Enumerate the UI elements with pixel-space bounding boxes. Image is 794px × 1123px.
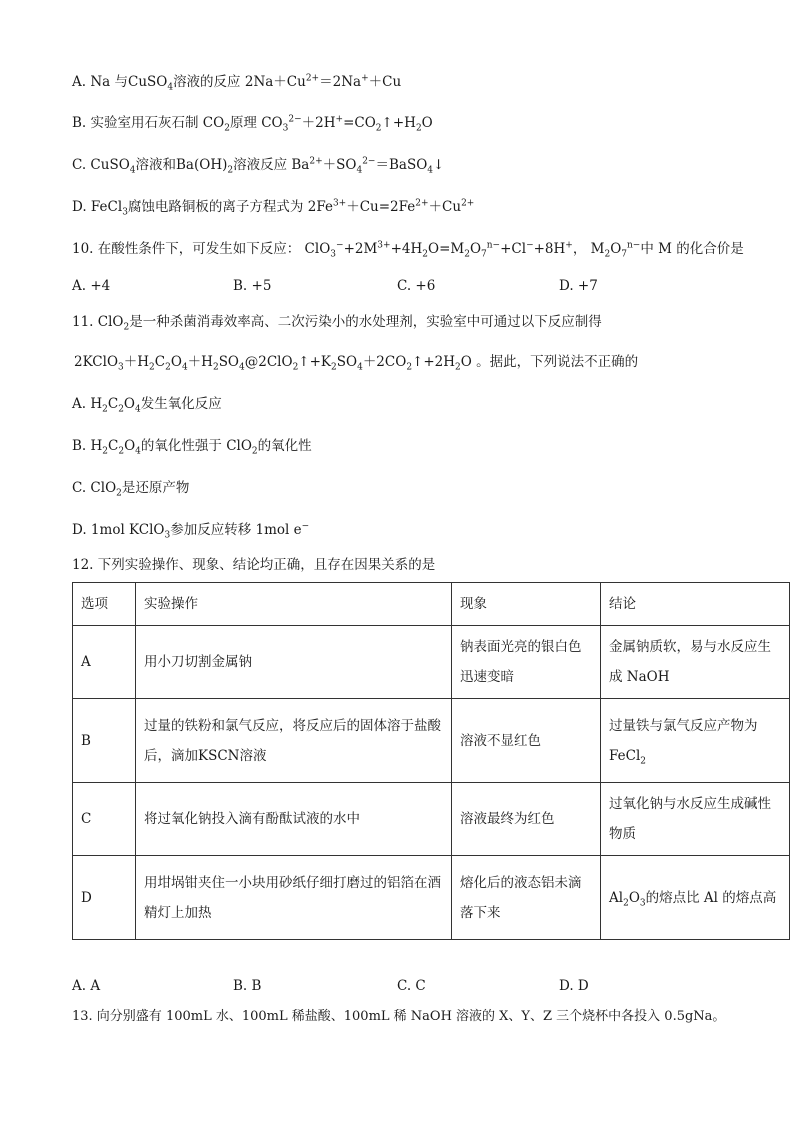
q11-equation: $2KClO_3+H_2C_2O_4+H_2SO_4@2ClO_2↑+K_2SO_4+2CO_2↑+2H_2O$ 。据此，下列说法不正确的 bbox=[74, 354, 639, 373]
cell-option: A bbox=[73, 626, 136, 699]
header-operation: 实验操作 bbox=[136, 583, 452, 626]
cell-operation: 将过氧化钠投入滴有酚酞试液的水中 bbox=[136, 783, 452, 856]
cell-operation: 过量的铁粉和氯气反应，将反应后的固体溶于盐酸后，滴加KSCN溶液 bbox=[136, 699, 452, 783]
cell-option: C bbox=[73, 783, 136, 856]
cell-conclusion: 过氧化钠与水反应生成碱性物质 bbox=[601, 783, 790, 856]
q12-table bbox=[72, 582, 790, 940]
q10-stem: 10. 在酸性条件下，可发生如下反应： $ClO_3^-+2M^{3+}+4H_2O=M_2O_7^{n-}+Cl^-+8H^+$， $M_2O_7^{n-}$中 M 的化合价是 bbox=[72, 240, 744, 260]
table-row bbox=[73, 783, 790, 856]
cell-operation: 用小刀切割金属钠 bbox=[136, 626, 452, 699]
cell-conclusion: 金属钠质软，易与水反应生成 NaOH bbox=[601, 626, 790, 699]
q11-option-d[interactable]: D. 1mol KClO$_3$参加反应转移 1mol e− bbox=[72, 521, 310, 541]
q10-option-a[interactable]: A. +4 bbox=[72, 278, 111, 294]
cell-option: D bbox=[73, 856, 136, 940]
header-phenomenon: 现象 bbox=[452, 583, 601, 626]
q11-option-c[interactable]: C. ClO$_2$是还原产物 bbox=[72, 480, 190, 499]
q9-option-c: C. CuSO$_4$溶液和$Ba(OH)_2$溶液反应 $Ba^{2+}+SO_4^{2-}=BaSO_4↓$ bbox=[72, 156, 445, 176]
q9-option-b: B. 实验室用石灰石制 $CO_2$原理 $CO_3^{2-}+2H^+=CO_2↑+H_2O$ bbox=[72, 114, 433, 134]
table-row bbox=[73, 626, 790, 699]
q9-option-d: D. FeCl$_3$腐蚀电路铜板的离子方程式为 $2Fe^{3+}+Cu=2Fe^{2+}+Cu^{2+}$ bbox=[72, 198, 475, 218]
table-row bbox=[73, 856, 790, 940]
q10-option-d[interactable]: D. +7 bbox=[559, 278, 598, 294]
q11-stem: 11. ClO$_2$是一种杀菌消毒效率高、二次污染小的水处理剂，实验室中可通过以下反应制得 bbox=[72, 314, 602, 333]
q12-option-d[interactable]: D. D bbox=[559, 978, 589, 994]
q11-option-a[interactable]: A. $H_2C_2O_4$发生氧化反应 bbox=[72, 396, 222, 415]
cell-conclusion: $Al_2O_3$的熔点比 Al 的熔点高 bbox=[601, 856, 790, 940]
q11-option-b[interactable]: B. $H_2C_2O_4$的氧化性强于 ClO$_2$的氧化性 bbox=[72, 438, 312, 457]
q12-stem: 12. 下列实验操作、现象、结论均正确，且存在因果关系的是 bbox=[72, 557, 436, 573]
q10-option-c[interactable]: C. +6 bbox=[397, 278, 436, 294]
cell-conclusion: 过量铁与氯气反应产物为 FeCl$_2$ bbox=[601, 699, 790, 783]
header-option: 选项 bbox=[73, 583, 136, 626]
cell-phenomenon: 溶液不显红色 bbox=[452, 699, 601, 783]
table-header-row bbox=[73, 583, 790, 626]
q12-option-b[interactable]: B. B bbox=[233, 978, 262, 994]
table-row bbox=[73, 699, 790, 783]
q10-option-b[interactable]: B. +5 bbox=[233, 278, 272, 294]
cell-phenomenon: 熔化后的液态铝未滴落下来 bbox=[452, 856, 601, 940]
cell-phenomenon: 溶液最终为红色 bbox=[452, 783, 601, 856]
q13-stem: 13. 向分别盛有 100mL 水、100mL 稀盐酸、100mL 稀 NaOH 溶液的 X、Y、Z 三个烧杯中各投入 0.5gNa。 bbox=[72, 1009, 726, 1024]
q9-option-a: A. Na 与CuSO$_4$溶液的反应 $2Na+Cu^{2+}=2Na^++Cu$ bbox=[72, 73, 402, 93]
q12-option-c[interactable]: C. C bbox=[397, 978, 426, 994]
q12-option-a[interactable]: A. A bbox=[72, 978, 101, 994]
cell-phenomenon: 钠表面光亮的银白色迅速变暗 bbox=[452, 626, 601, 699]
cell-operation: 用坩埚钳夹住一小块用砂纸仔细打磨过的铝箔在酒精灯上加热 bbox=[136, 856, 452, 940]
cell-option: B bbox=[73, 699, 136, 783]
header-conclusion: 结论 bbox=[601, 583, 790, 626]
